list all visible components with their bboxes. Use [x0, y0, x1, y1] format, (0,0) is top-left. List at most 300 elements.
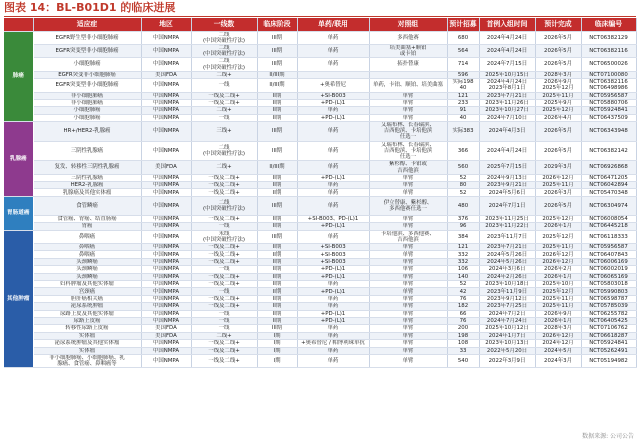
- completion-cell: 2026年12月: [535, 174, 581, 181]
- region-cell: 中国NMPA: [141, 340, 191, 347]
- trial-id-cell: NCT06255782: [581, 310, 636, 317]
- phase-cell: II期: [257, 182, 297, 189]
- control-cell: 单臂: [369, 251, 447, 258]
- control-cell: 单臂: [369, 99, 447, 106]
- phase-cell: II期: [257, 317, 297, 324]
- line-cell: 一线及二线+: [191, 281, 257, 288]
- phase-cell: III期: [257, 31, 297, 44]
- line-cell: 一线及二线+: [191, 174, 257, 181]
- completion-cell: 2025年11月: [535, 303, 581, 310]
- indication-cell: 非小细胞肺癌、小细胞肺癌、乳 腺癌、食管癌、鼻咽癌等: [33, 354, 141, 367]
- regimen-cell: +PD-(L)1: [297, 273, 369, 280]
- completion-cell: 2029年3月: [535, 161, 581, 174]
- completion-cell: 2026年3月: [535, 189, 581, 196]
- regimen-cell: 单药: [297, 332, 369, 339]
- indication-cell: 食管鳞癌: [33, 196, 141, 215]
- control-cell: 艾瑞布林、长春瑞滨、 吉西他滨、卡培他滨 任选一: [369, 122, 447, 142]
- phase-cell: III期: [257, 122, 297, 142]
- completion-cell: 2026年1月: [535, 223, 581, 230]
- first-enrolled-cell: 2023年10月18日: [479, 281, 535, 288]
- table-row: [4, 354, 636, 367]
- table-row: [4, 332, 636, 339]
- control-cell: 单臂: [369, 114, 447, 121]
- region-cell: 中国NMPA: [141, 273, 191, 280]
- line-cell: 一线及二线+: [191, 244, 257, 251]
- trial-id-cell: NCT05194982: [581, 354, 636, 367]
- line-cell: 二线+: [191, 71, 257, 78]
- region-cell: 中国NMPA: [141, 281, 191, 288]
- enrollment-cell: 200: [447, 325, 479, 332]
- regimen-cell: +SI-B003: [297, 92, 369, 99]
- trial-id-cell: NCT06598787: [581, 295, 636, 302]
- region-cell: 中国NMPA: [141, 107, 191, 114]
- line-cell: 一线及二线+: [191, 182, 257, 189]
- first-enrolled-cell: 2023年7月25日: [479, 303, 535, 310]
- completion-cell: 2025年11月: [535, 295, 581, 302]
- indication-cell: 小细胞肺癌: [33, 114, 141, 121]
- trial-id-cell: NCT06382142: [581, 141, 636, 161]
- phase-cell: III期: [257, 325, 297, 332]
- phase-cell: II期: [257, 174, 297, 181]
- indication-cell: HER2-乳腺癌: [33, 182, 141, 189]
- trial-id-cell: NCT05956587: [581, 244, 636, 251]
- phase-cell: II期: [257, 266, 297, 273]
- header-phase: 临床阶段: [257, 18, 297, 31]
- control-cell: 单臂: [369, 310, 447, 317]
- control-cell: 培美曲塞+顺铂 或卡铂: [369, 44, 447, 57]
- region-cell: 中国NMPA: [141, 310, 191, 317]
- table-row: [4, 223, 636, 230]
- trial-id-cell: NCT07100080: [581, 71, 636, 78]
- control-cell: 单臂: [369, 244, 447, 251]
- phase-cell: II期: [257, 189, 297, 196]
- region-cell: 中国NMPA: [141, 196, 191, 215]
- regimen-cell: 单药: [297, 44, 369, 57]
- completion-cell: 2024年5月: [535, 347, 581, 354]
- phase-cell: II期: [257, 281, 297, 288]
- enrollment-cell: 480: [447, 196, 479, 215]
- regimen-cell: +奥希替尼: [297, 79, 369, 92]
- enrollment-cell: 332: [447, 251, 479, 258]
- trial-id-cell: NCT06065169: [581, 273, 636, 280]
- table-row: [4, 114, 636, 121]
- enrollment-cell: 108: [447, 340, 479, 347]
- enrollment-cell: 76: [447, 295, 479, 302]
- completion-cell: 2025年12月: [535, 230, 581, 243]
- first-enrolled-cell: 2023年11月22日: [479, 223, 535, 230]
- indication-cell: 鼻咽癌: [33, 230, 141, 243]
- enrollment-cell: 52: [447, 281, 479, 288]
- regimen-cell: 单药: [297, 196, 369, 215]
- phase-cell: I期: [257, 340, 297, 347]
- control-cell: 单臂: [369, 189, 447, 196]
- enrollment-cell: 91: [447, 107, 479, 114]
- region-cell: 中国NMPA: [141, 44, 191, 57]
- trial-id-cell: NCT06471205: [581, 174, 636, 181]
- indication-cell: EGFR突变型非小细胞肺癌: [33, 44, 141, 57]
- completion-cell: 2028年3月: [535, 71, 581, 78]
- table-row: [4, 196, 636, 215]
- first-enrolled-cell: 2024年5月26日: [479, 251, 535, 258]
- control-cell: 单臂: [369, 174, 447, 181]
- regimen-cell: +PD-(L)1: [297, 310, 369, 317]
- region-cell: 中国NMPA: [141, 303, 191, 310]
- phase-cell: II期: [257, 244, 297, 251]
- title-divider: [4, 16, 636, 17]
- region-cell: 中国NMPA: [141, 99, 191, 106]
- table-row: [4, 266, 636, 273]
- phase-cell: II期: [257, 303, 297, 310]
- phase-cell: I期: [257, 332, 297, 339]
- line-cell: 一线及二线+: [191, 258, 257, 265]
- enrollment-cell: 182: [447, 303, 479, 310]
- table-row: [4, 281, 636, 288]
- region-cell: 中国NMPA: [141, 258, 191, 265]
- indication-cell: 三阴性乳腺癌: [33, 174, 141, 181]
- first-enrolled-cell: 2024年7月1日: [479, 196, 535, 215]
- header-region: 地区: [141, 18, 191, 31]
- line-cell: 一线及二线+: [191, 251, 257, 258]
- first-enrolled-cell: 2024年4月24日 2023年8月1日: [479, 79, 535, 92]
- table-row: [4, 122, 636, 142]
- first-enrolled-cell: 2024年7月2日: [479, 310, 535, 317]
- line-cell: 一线及二线+: [191, 354, 257, 367]
- first-enrolled-cell: 2024年1月7日: [479, 332, 535, 339]
- control-cell: 紫杉醇、卡铂或 吉西他滨: [369, 161, 447, 174]
- control-cell: 单臂: [369, 332, 447, 339]
- regimen-cell: 单药: [297, 161, 369, 174]
- table-body: [4, 31, 636, 368]
- region-cell: 中国NMPA: [141, 122, 191, 142]
- control-cell: 单臂: [369, 273, 447, 280]
- trial-id-cell: NCT06926868: [581, 161, 636, 174]
- line-cell: 二线 (中国突破性疗法): [191, 196, 257, 215]
- enrollment-cell: 198: [447, 332, 479, 339]
- table-header-row: [4, 18, 636, 31]
- region-cell: 美国FDA: [141, 332, 191, 339]
- trial-id-cell: NCT06382116: [581, 44, 636, 57]
- completion-cell: 2025年12月: [535, 215, 581, 222]
- enrollment-cell: 121: [447, 244, 479, 251]
- region-cell: 中国NMPA: [141, 288, 191, 295]
- phase-cell: III期: [257, 58, 297, 71]
- regimen-cell: +PD-(L)1: [297, 317, 369, 324]
- line-cell: 一线及二线+: [191, 347, 257, 354]
- completion-cell: 2026年9月: [535, 310, 581, 317]
- line-cell: 二线+: [191, 332, 257, 339]
- table-row: [4, 325, 636, 332]
- control-cell: 单臂: [369, 266, 447, 273]
- phase-cell: II/III期: [257, 79, 297, 92]
- table-row: [4, 310, 636, 317]
- phase-cell: III期: [257, 196, 297, 215]
- completion-cell: 2024年3月: [535, 354, 581, 367]
- control-cell: 多西他赛: [369, 31, 447, 44]
- first-enrolled-cell: 2024年4月24日: [479, 141, 535, 161]
- first-enrolled-cell: 2023年9月21日: [479, 182, 535, 189]
- first-enrolled-cell: 2023年7月21日: [479, 92, 535, 99]
- trial-id-cell: NCT05924841: [581, 340, 636, 347]
- first-enrolled-cell: 2023年11月26日: [479, 99, 535, 106]
- indication-cell: EGFR野生型非小细胞肺癌: [33, 31, 141, 44]
- table-row: [4, 31, 636, 44]
- table-row: [4, 58, 636, 71]
- line-cell: 一线及二线+: [191, 273, 257, 280]
- header-trial-id: 临床编号: [581, 18, 636, 31]
- completion-cell: 2026年5月: [535, 141, 581, 161]
- first-enrolled-cell: 2022年3月9日: [479, 354, 535, 367]
- table-row: [4, 244, 636, 251]
- enrollment-cell: 233: [447, 99, 479, 106]
- control-cell: [369, 71, 447, 78]
- enrollment-cell: 332: [447, 258, 479, 265]
- line-cell: 一线: [191, 114, 257, 121]
- table-row: [4, 317, 636, 324]
- completion-cell: 2025年12月: [535, 288, 581, 295]
- enrollment-cell: 80: [447, 182, 479, 189]
- indication-cell: 胃癌: [33, 223, 141, 230]
- trial-id-cell: NCT05470348: [581, 189, 636, 196]
- line-cell: 三线+: [191, 122, 257, 142]
- first-enrolled-cell: 2023年11月9日: [479, 288, 535, 295]
- control-cell: 单药，卡铂、顺铂、培美曲塞: [369, 79, 447, 92]
- control-cell: 单臂: [369, 340, 447, 347]
- first-enrolled-cell: 2024年4月24日: [479, 44, 535, 57]
- first-enrolled-cell: 2023年7月21日: [479, 244, 535, 251]
- header-indication: 适应症: [33, 18, 141, 31]
- control-cell: 单臂: [369, 325, 447, 332]
- trial-id-cell: NCT06618287: [581, 332, 636, 339]
- trial-id-cell: NCT06405425: [581, 317, 636, 324]
- control-cell: 单臂: [369, 92, 447, 99]
- header-category: [4, 18, 33, 31]
- table-row: [4, 107, 636, 114]
- regimen-cell: 单药: [297, 347, 369, 354]
- regimen-cell: +SI-B003: [297, 251, 369, 258]
- indication-cell: 妇科肿瘤及其他实体瘤: [33, 281, 141, 288]
- indication-cell: EGFR突变型非小细胞肺癌: [33, 79, 141, 92]
- control-cell: 单臂: [369, 258, 447, 265]
- control-cell: 单臂: [369, 215, 447, 222]
- line-cell: 一线及二线+: [191, 189, 257, 196]
- regimen-cell: +PD-(L)1: [297, 266, 369, 273]
- control-cell: 单臂: [369, 281, 447, 288]
- control-cell: 伊立替康、紫杉醇、 多西他赛任选一: [369, 196, 447, 215]
- region-cell: 中国NMPA: [141, 92, 191, 99]
- table-row: [4, 303, 636, 310]
- indication-cell: 非小细胞肺癌: [33, 99, 141, 106]
- region-cell: 中国NMPA: [141, 189, 191, 196]
- line-cell: 二线+: [191, 161, 257, 174]
- trial-id-cell: NCT06118333: [581, 230, 636, 243]
- first-enrolled-cell: 2023年11月7日: [479, 230, 535, 243]
- trial-id-cell: NCT06382129: [581, 31, 636, 44]
- phase-cell: II期: [257, 273, 297, 280]
- phase-cell: II期: [257, 99, 297, 106]
- first-enrolled-cell: 2023年10月13日: [479, 340, 535, 347]
- completion-cell: 2026年5月: [535, 44, 581, 57]
- line-cell: 二线+: [191, 107, 257, 114]
- trial-id-cell: NCT06500026: [581, 58, 636, 71]
- completion-cell: 2026年1月: [535, 317, 581, 324]
- regimen-cell: 单药: [297, 141, 369, 161]
- phase-cell: II期: [257, 310, 297, 317]
- enrollment-cell: 540: [447, 354, 479, 367]
- source-note: 数据来源: 公司公告: [582, 433, 634, 440]
- indication-cell: 小细胞肺癌: [33, 107, 141, 114]
- first-enrolled-cell: 2025年10月15日: [479, 71, 535, 78]
- phase-cell: II期: [257, 215, 297, 222]
- control-cell: 卡培他滨、多西他赛、 吉西他滨: [369, 230, 447, 243]
- table-row: [4, 288, 636, 295]
- region-cell: 中国NMPA: [141, 79, 191, 92]
- region-cell: 中国NMPA: [141, 141, 191, 161]
- table-row: [4, 174, 636, 181]
- phase-cell: III期: [257, 44, 297, 57]
- table-row: [4, 141, 636, 161]
- enrollment-cell: 52: [447, 189, 479, 196]
- first-enrolled-cell: 2024年2月26日: [479, 273, 535, 280]
- control-cell: 单臂: [369, 295, 447, 302]
- enrollment-cell: 596: [447, 71, 479, 78]
- control-cell: 单臂: [369, 288, 447, 295]
- line-cell: 一线: [191, 223, 257, 230]
- regimen-cell: 单药: [297, 31, 369, 44]
- indication-cell: 胆肝癌相关癌: [33, 295, 141, 302]
- control-cell: 单臂: [369, 354, 447, 367]
- trial-id-cell: NCT06304974: [581, 196, 636, 215]
- line-cell: 一线及二线+: [191, 340, 257, 347]
- control-cell: 单臂: [369, 347, 447, 354]
- completion-cell: 2026年12月: [535, 332, 581, 339]
- header-first-enrolled: 首例入组时间: [479, 18, 535, 31]
- regimen-cell: +奥希替尼 / 帕博利珠单抗: [297, 340, 369, 347]
- line-cell: 一线及二线+: [191, 303, 257, 310]
- trial-id-cell: NCT06008054: [581, 215, 636, 222]
- regimen-cell: +SI-B003、PD-(L)1: [297, 215, 369, 222]
- header-control: 对照组: [369, 18, 447, 31]
- indication-cell: 三阴性乳腺癌: [33, 141, 141, 161]
- first-enrolled-cell: 2025年7月15日: [479, 161, 535, 174]
- phase-cell: I期: [257, 354, 297, 367]
- line-cell: 二线 (中国突破性疗法): [191, 141, 257, 161]
- indication-cell: 头颈鳞癌: [33, 266, 141, 273]
- control-cell: 单臂: [369, 182, 447, 189]
- indication-cell: 食管癌、胃癌、结直肠癌: [33, 215, 141, 222]
- indication-cell: 乳腺癌及其他实体瘤: [33, 189, 141, 196]
- completion-cell: 2026年5月: [535, 31, 581, 44]
- regimen-cell: +PD-(L)1: [297, 99, 369, 106]
- first-enrolled-cell: 2023年10月27日: [479, 107, 535, 114]
- completion-cell: 2025年11月: [535, 182, 581, 189]
- indication-cell: 头颈鳞癌: [33, 273, 141, 280]
- completion-cell: 2026年12月: [535, 251, 581, 258]
- region-cell: 美国FDA: [141, 71, 191, 78]
- enrollment-cell: 106: [447, 266, 479, 273]
- region-cell: 中国NMPA: [141, 182, 191, 189]
- phase-cell: III期: [257, 141, 297, 161]
- line-cell: 一线: [191, 288, 257, 295]
- enrollment-cell: 52: [447, 174, 479, 181]
- completion-cell: 2026年5月: [535, 122, 581, 142]
- trial-id-cell: NCT05924841: [581, 107, 636, 114]
- indication-cell: EGFR突变非小细胞肺癌: [33, 71, 141, 78]
- region-cell: 中国NMPA: [141, 317, 191, 324]
- control-cell: 单臂: [369, 317, 447, 324]
- region-cell: 中国NMPA: [141, 244, 191, 251]
- category-label: 肺癌: [4, 31, 33, 122]
- enrollment-cell: 366: [447, 141, 479, 161]
- header-line: 一线数: [191, 18, 257, 31]
- line-cell: 一线: [191, 266, 257, 273]
- phase-cell: II期: [257, 295, 297, 302]
- phase-cell: II期: [257, 223, 297, 230]
- table-row: [4, 273, 636, 280]
- enrollment-cell: 66: [447, 310, 479, 317]
- enrollment-cell: 33: [447, 347, 479, 354]
- phase-cell: II期: [257, 288, 297, 295]
- line-cell: 一线: [191, 317, 257, 324]
- regimen-cell: 单药: [297, 58, 369, 71]
- trial-id-cell: NCT06042894: [581, 182, 636, 189]
- completion-cell: 2026年1月: [535, 273, 581, 280]
- regimen-cell: +PD-(L)1: [297, 114, 369, 121]
- control-cell: 单臂: [369, 107, 447, 114]
- header-expected-completion: 预计完成: [535, 18, 581, 31]
- regimen-cell: +PD-(L)1: [297, 223, 369, 230]
- line-cell: 一线及二线+: [191, 295, 257, 302]
- regimen-cell: 单药: [297, 303, 369, 310]
- completion-cell: 2026年2月: [535, 266, 581, 273]
- line-cell: 末线 (中国突破性疗法): [191, 230, 257, 243]
- table-row: [4, 161, 636, 174]
- first-enrolled-cell: 2023年9月12日: [479, 295, 535, 302]
- control-cell: 艾瑞布林、长春瑞滨、 吉西他滨、卡培他滨 任选一: [369, 141, 447, 161]
- indication-cell: 复发、转移性三阴性乳腺癌: [33, 161, 141, 174]
- indication-cell: 头颈鳞癌: [33, 258, 141, 265]
- completion-cell: 2025年12月: [535, 107, 581, 114]
- line-cell: 一线及二线+: [191, 99, 257, 106]
- first-enrolled-cell: 2024年4月3日: [479, 122, 535, 142]
- region-cell: 中国NMPA: [141, 347, 191, 354]
- region-cell: 中国NMPA: [141, 230, 191, 243]
- indication-cell: 宫颈癌: [33, 288, 141, 295]
- first-enrolled-cell: 2024年5月6日: [479, 189, 535, 196]
- phase-cell: II/III期: [257, 161, 297, 174]
- table-row: [4, 92, 636, 99]
- regimen-cell: +SI-B003: [297, 258, 369, 265]
- trial-id-cell: NCT06407843: [581, 251, 636, 258]
- trial-id-cell: NCT06343948: [581, 122, 636, 142]
- completion-cell: 2026年12月: [535, 258, 581, 265]
- first-enrolled-cell: 2025年10月12日: [479, 325, 535, 332]
- regimen-cell: 单药: [297, 230, 369, 243]
- line-cell: 二线 (中国突破性疗法): [191, 31, 257, 44]
- first-enrolled-cell: 2024年7月15日: [479, 58, 535, 71]
- control-cell: 单臂: [369, 303, 447, 310]
- table-row: [4, 182, 636, 189]
- table-row: [4, 251, 636, 258]
- enrollment-cell: 实际383: [447, 122, 479, 142]
- regimen-cell: +SI-B003: [297, 244, 369, 251]
- category-label: 其他肿瘤: [4, 230, 33, 368]
- enrollment-cell: 560: [447, 161, 479, 174]
- first-enrolled-cell: 2023年11月25日: [479, 215, 535, 222]
- indication-cell: 尿路上皮癌: [33, 317, 141, 324]
- trial-id-cell: NCT05956587: [581, 92, 636, 99]
- region-cell: 美国FDA: [141, 325, 191, 332]
- region-cell: 中国NMPA: [141, 114, 191, 121]
